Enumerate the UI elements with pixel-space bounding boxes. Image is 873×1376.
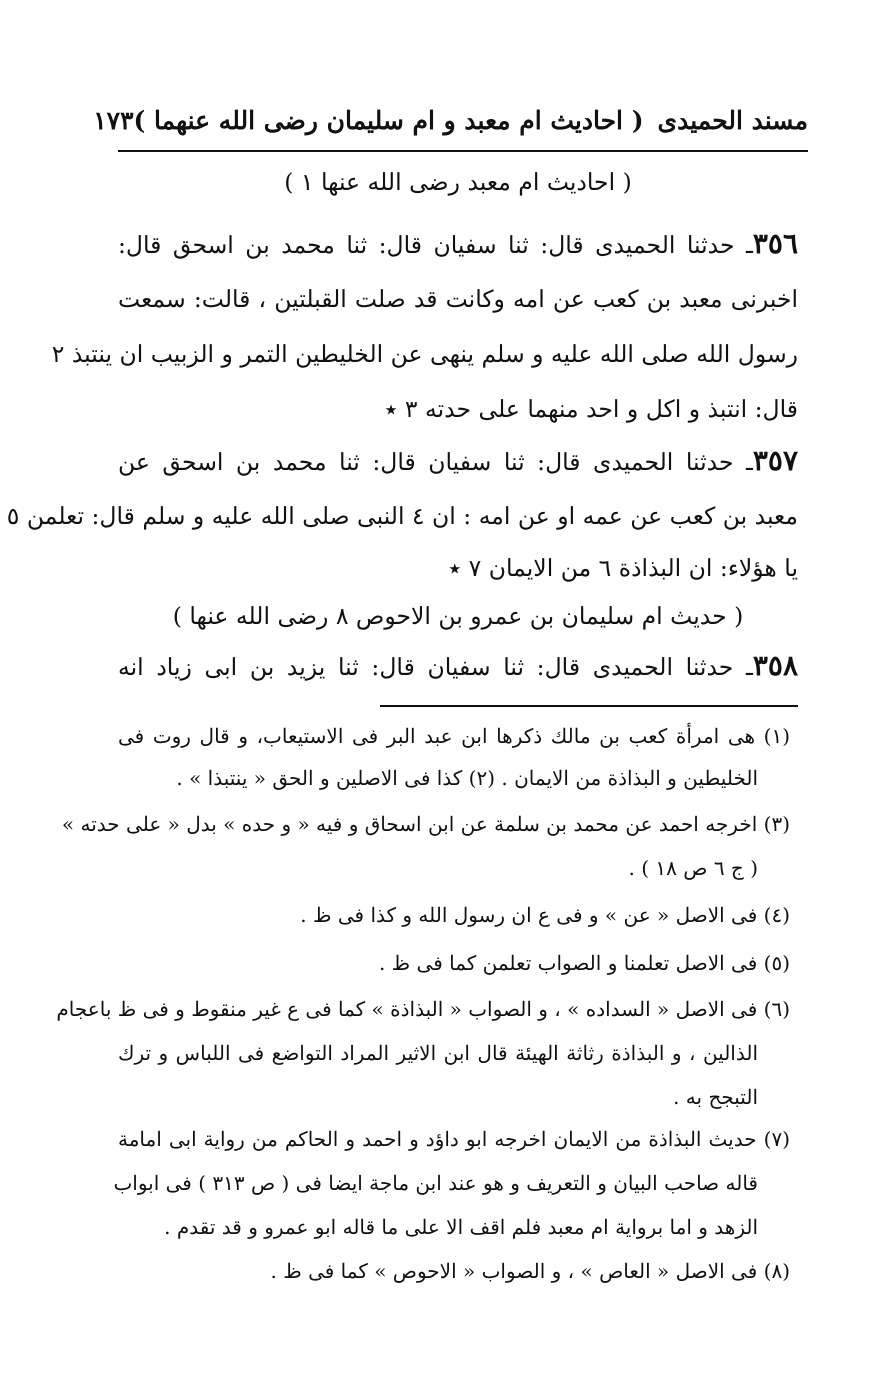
footnote-5: (٥) فى الاصل تعلمنا و الصواب تعلمن كما فى ظ .	[378, 951, 790, 975]
hadith-356-number: ٣٥٦	[752, 227, 798, 260]
book-title: مسند الحميدى	[657, 105, 808, 135]
hadith-357-number: ٣٥٧	[752, 444, 799, 477]
hadith-356-text-1: ـ حدثنا الحميدى قال: ثنا سفيان قال: ثنا محمد بن اسحق قال:	[118, 231, 753, 259]
footnote-6-line-1: (٦) فى الاصل « السداده » ، و الصواب « البذاذة » كما فى ع غير منقوط و فى ظ باعجام	[56, 997, 790, 1021]
hadith-358-line-1	[118, 646, 798, 690]
header-rule	[118, 150, 808, 152]
footnote-7-line-1: (٧) حديث البذاذة من الايمان اخرجه ابو داؤد و احمد و الحاكم من رواية ابى امامة	[118, 1127, 790, 1151]
footnote-3-line-1: (٣) اخرجه احمد عن محمد بن سلمة عن ابن اسحاق و فيه « و حده » بدل « على حدته »	[61, 812, 790, 836]
section-title: ( احاديث ام معبد و ام سليمان رضى الله عنهما )	[133, 105, 644, 135]
footnote-6-line-2: الذالين ، و البذاذة رثاثة الهيئة قال ابن الاثير المراد التواضع فى اللباس و ترك	[118, 1041, 758, 1065]
footnote-1-line-1: (١) هى امرأة كعب بن مالك ذكرها ابن عبد البر فى الاستيعاب، و قال روت فى	[118, 724, 790, 748]
footnote-6-line-3: التبجح به .	[673, 1085, 758, 1109]
footnote-3-line-2: ( ج ٦ ص ١٨ ) .	[628, 856, 758, 880]
footnote-1-2-line: الخليطين و البذاذة من الايمان . (٢) كذا فى الاصلين و الحق « ينتبذا » .	[176, 766, 758, 790]
section-heading-umm-sulayman: ( حديث ام سليمان بن عمرو بن الاحوص ٨ رضى الله عنها )	[172, 602, 744, 630]
footnote-4: (٤) فى الاصل « عن » و فى ع ان رسول الله و كذا فى ظ .	[300, 903, 790, 927]
hadith-358-number: ٣٥٨	[752, 649, 798, 682]
hadith-356-line-4: قال: انتبذ و اكل و احد منهما على حدته ٣ ٭	[384, 395, 798, 423]
hadith-356-line-3: رسول الله صلى الله عليه و سلم ينهى عن الخليطين التمر و الزبيب ان ينتبذ ٢	[51, 340, 798, 368]
footnote-7-line-2: قاله صاحب البيان و التعريف و هو عند ابن ماجة ايضا فى ( ص ٣١٣ ) فى ابواب	[113, 1171, 758, 1195]
hadith-357-text-1: ـ حدثنا الحميدى قال: ثنا سفيان قال: ثنا محمد بن اسحق عن	[118, 448, 753, 476]
section-heading-umm-mabad: ( احاديث ام معبد رضى الله عنها ١ )	[284, 168, 632, 196]
footnote-rule	[380, 705, 798, 707]
footnote-7-line-3: الزهد و اما برواية ام معبد فلم اقف الا على ما قاله ابو عمرو و قد تقدم .	[164, 1215, 758, 1239]
running-header	[93, 98, 808, 142]
hadith-357-line-3: يا هؤلاء: ان البذاذة ٦ من الايمان ٧ ٭	[448, 554, 798, 582]
hadith-358-text-1: ـ حدثنا الحميدى قال: ثنا سفيان قال: ثنا يزيد بن ابى زياد انه	[118, 653, 753, 681]
hadith-357-line-1	[118, 441, 798, 485]
page-number: ١٧٣	[93, 105, 134, 135]
hadith-356-line-2: اخبرنى معبد بن كعب عن امه وكانت قد صلت القبلتين ، قالت: سمعت	[118, 285, 798, 313]
hadith-357-line-2: معبد بن كعب عن عمه او عن امه : ان ٤ النبى صلى الله عليه و سلم قال: تعلمن ٥	[6, 502, 798, 530]
footnote-8: (٨) فى الاصل « العاص » ، و الصواب « الاحوص » كما فى ظ .	[270, 1259, 790, 1283]
hadith-356-line-1	[118, 224, 798, 268]
